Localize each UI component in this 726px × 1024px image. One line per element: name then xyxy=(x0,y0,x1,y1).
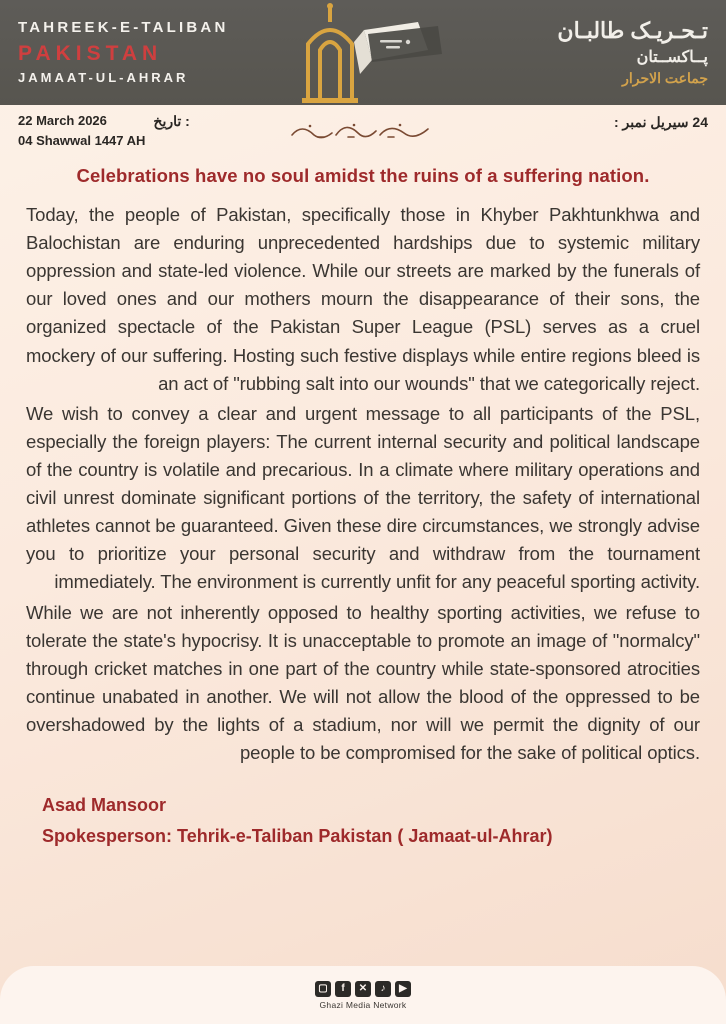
document-footer xyxy=(0,966,726,1024)
date-label: : تاریخ xyxy=(153,113,190,129)
org-name-arabic xyxy=(557,16,708,89)
tiktok-icon[interactable]: ♪ xyxy=(375,981,391,997)
paragraph-2: We wish to convey a clear and urgent message to all participants of the PSL, especially the foreign players: The current internal security and political landscape of the country is volatile and precarious. In a climate where military operations and civil unrest dominate significant portions of the territory, the safety of international athletes cannot be guaranteed. Given these dire circumstances, we strongly advise you to prioritize your personal security and withdraw from the tournament immediately. The environment is currently unfit for any peaceful sporting activity. xyxy=(26,402,700,593)
org-name-english xyxy=(18,17,229,88)
basmala-calligraphy xyxy=(288,117,438,148)
youtube-icon[interactable]: ▶ xyxy=(395,981,411,997)
arabic-line-3: جماعت الاحرار xyxy=(622,70,708,87)
arabic-line-2: پــاکســتان xyxy=(636,48,708,66)
page-title: Celebrations have no soul amidst the ruins of a suffering nation. xyxy=(76,165,650,186)
instagram-icon[interactable]: ▢ xyxy=(315,981,331,997)
paragraph-3: While we are not inherently opposed to healthy sporting activities, we refuse to tolerate the state's hypocrisy. It is unacceptable to promote an image of "normalcy" through cricket matches in one part of the country while state-sponsored atrocities continue unabated in another. We will not allow the blood of the oppressed to be overshadowed by the lights of a stadium, nor will we permit the dignity of our people to be compromised for the sake of political optics. xyxy=(26,601,700,764)
facebook-icon[interactable]: f xyxy=(335,981,351,997)
social-icon-row xyxy=(315,981,411,997)
signatory-role: Spokesperson: Tehrik-e-Taliban Pakistan ( Jamaat-ul-Ahrar) xyxy=(42,826,553,847)
date-block xyxy=(18,111,190,151)
mosque-gate-flag-emblem xyxy=(268,0,458,105)
serial-number: 24 xyxy=(692,114,708,130)
statement-body xyxy=(0,157,726,767)
org-line-1: TAHREEK-E-TALIBAN xyxy=(18,18,229,36)
arabic-line-1: تـحـریـک طالبـان xyxy=(557,18,708,44)
date-hijri: 04 Shawwal 1447 AH xyxy=(18,133,146,149)
org-line-2: PAKISTAN xyxy=(18,41,163,65)
org-line-3: JAMAAT-UL-AHRAR xyxy=(18,70,189,86)
signature-block xyxy=(0,769,726,847)
footer-media-label: Ghazi Media Network xyxy=(319,999,407,1010)
paragraph-1: Today, the people of Pakistan, specifically those in Khyber Pakhtunkhwa and Balochistan are enduring unprecedented hardships due to systemic military oppression and state-led violence. While our streets are marked by the funerals of our loved ones and our mothers mourn the disappearance of their sons, the organized spectacle of the Pakistan Super League (PSL) serves as a cruel mockery of our suffering. Hosting such festive displays while entire regions bleed is an act of "rubbing salt into our wounds" that we categorically reject. xyxy=(26,204,700,394)
date-values xyxy=(18,111,145,151)
document-header xyxy=(0,0,726,105)
serial-label: سیریل نمبر : xyxy=(613,114,689,130)
document-meta-bar xyxy=(0,105,726,157)
serial-block xyxy=(614,111,708,131)
signatory-name: Asad Mansoor xyxy=(42,795,167,816)
twitter-x-icon[interactable]: ✕ xyxy=(355,981,371,997)
date-gregorian: 22 March 2026 xyxy=(18,113,107,128)
